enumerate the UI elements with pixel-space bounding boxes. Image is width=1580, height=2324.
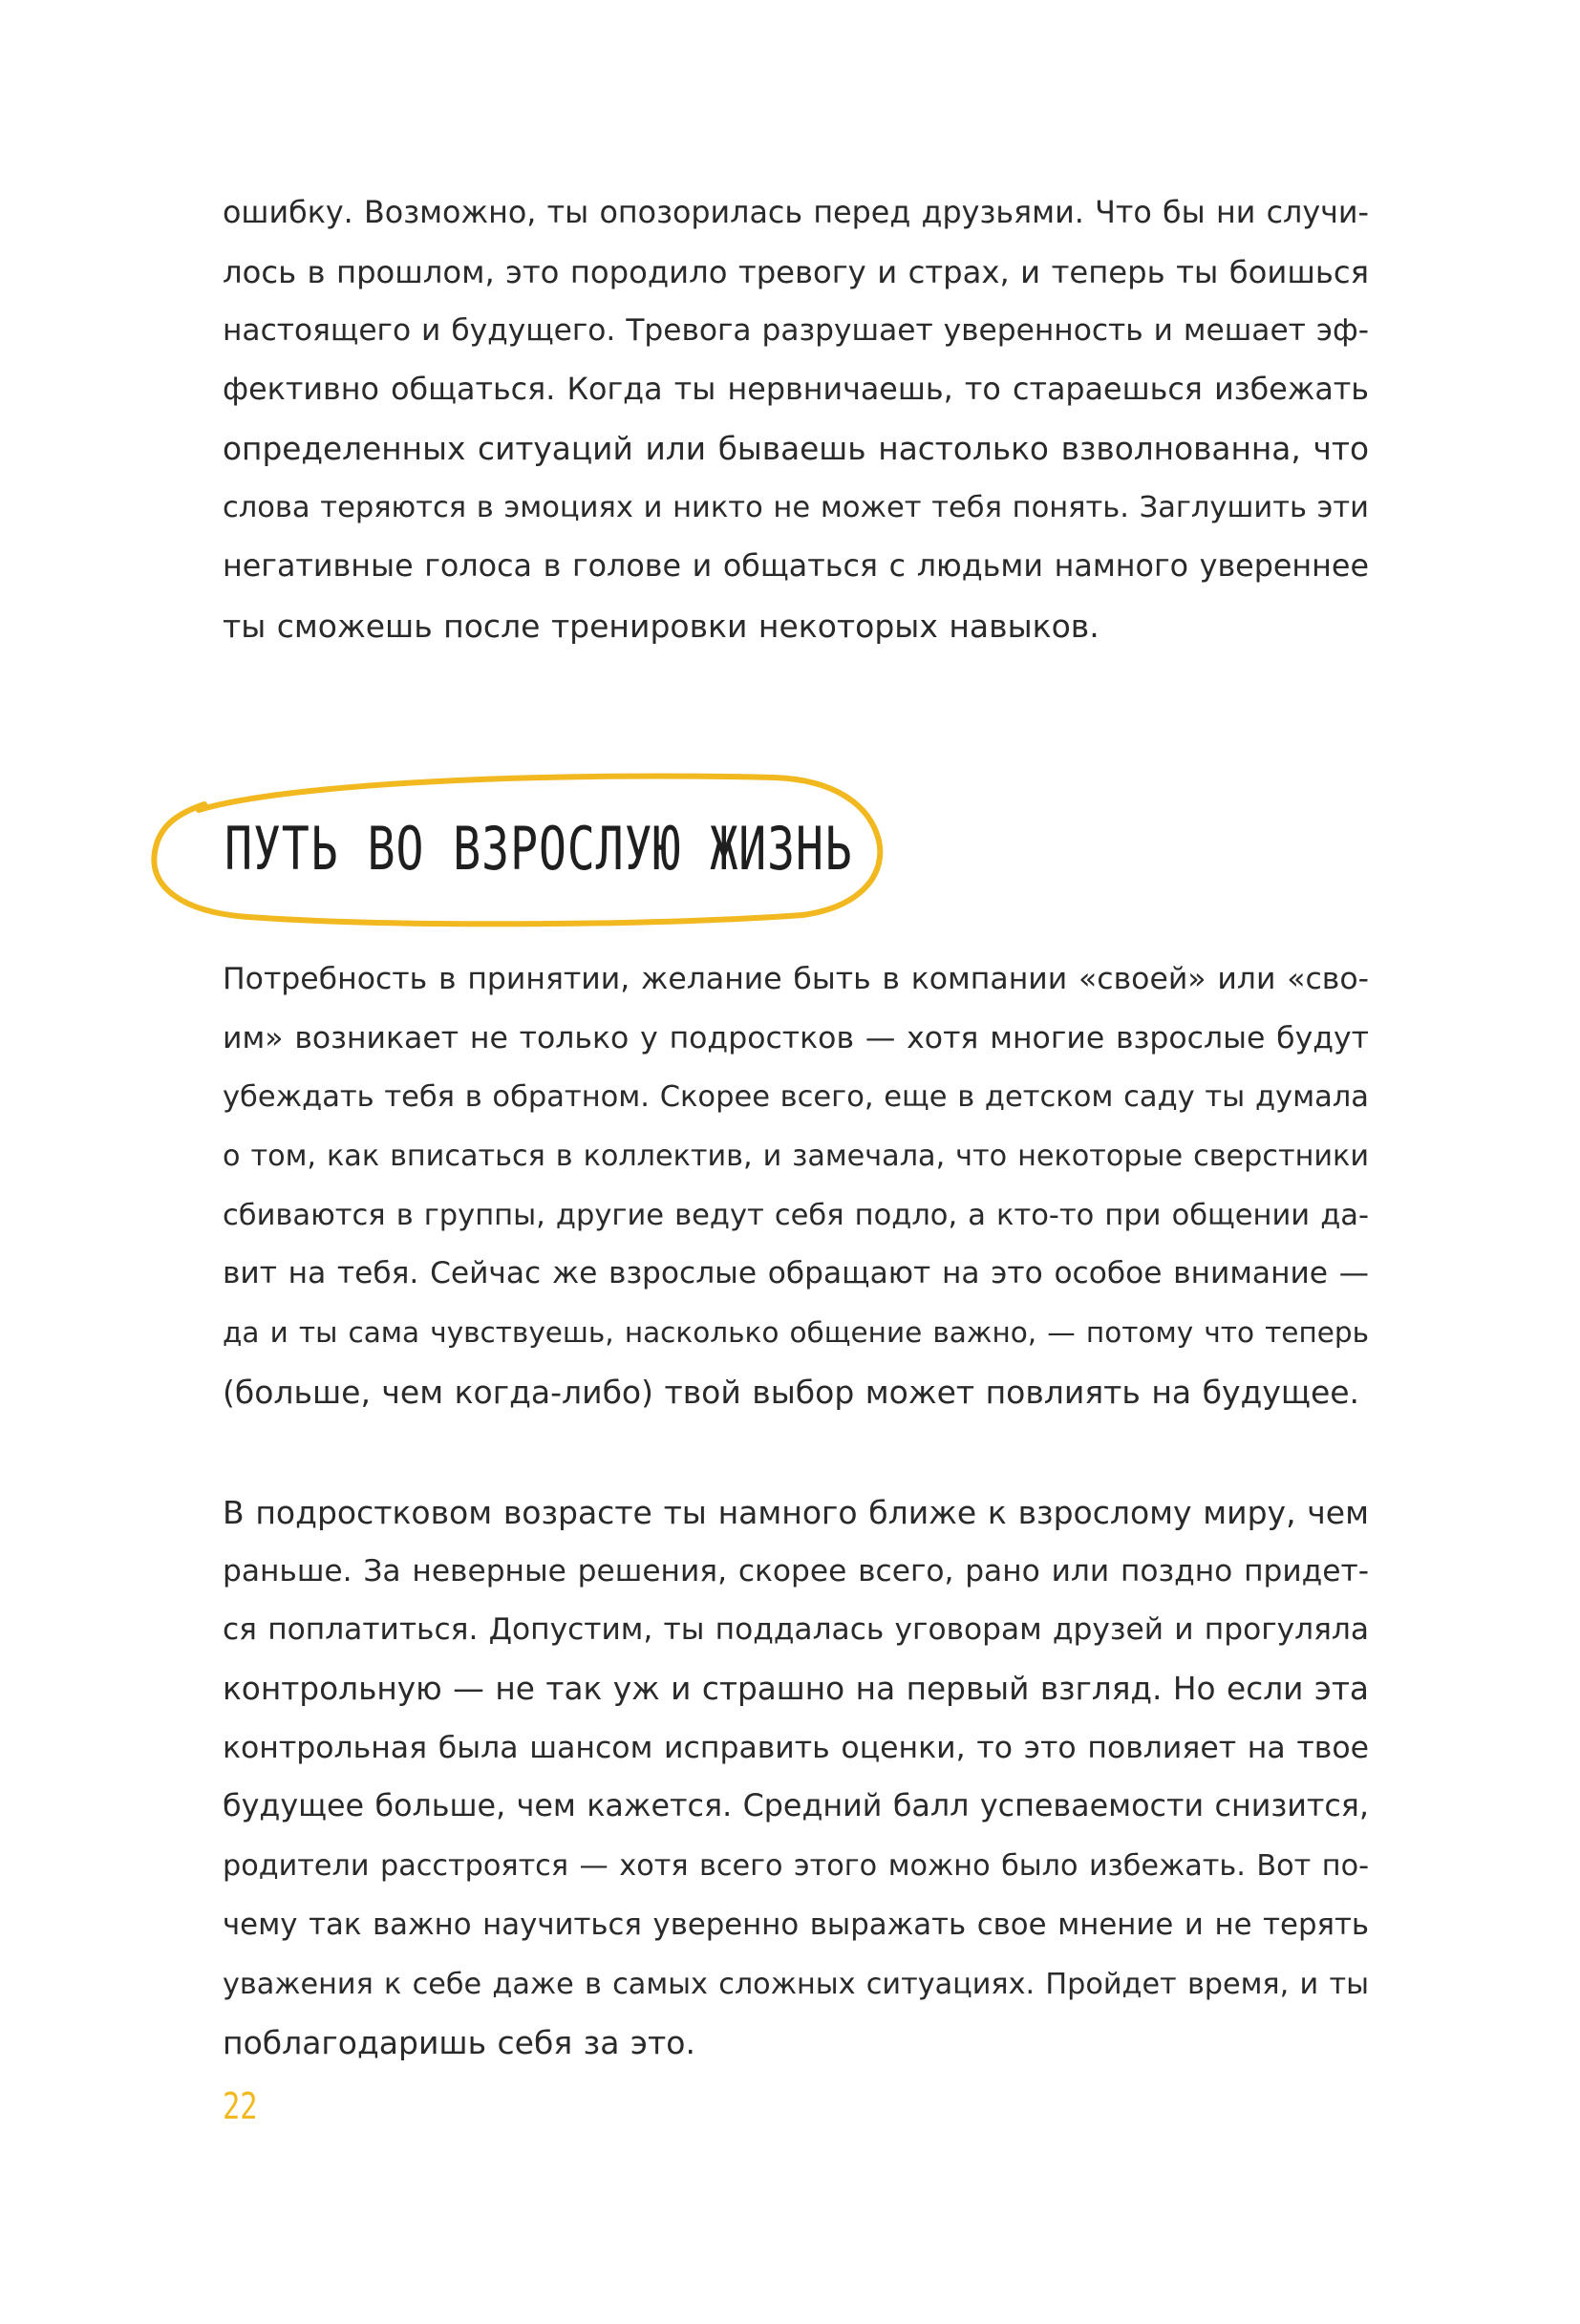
paragraph-line: фективно общаться. Когда ты нервничаешь, то стараешься избежать xyxy=(223,373,1369,408)
paragraph-line: будущее больше, чем кажется. Средний балл успеваемости снизится, xyxy=(223,1789,1369,1824)
paragraph-line: контрольную — не так уж и страшно на первый взгляд. Но если эта xyxy=(223,1671,1369,1708)
paragraph-line: уважения к себе даже в самых сложных ситуациях. Пройдет время, и ты xyxy=(223,1967,1369,2001)
paragraph-line: негативные голоса в голове и общаться с людьми намного увереннее xyxy=(223,549,1369,585)
paragraph-2 xyxy=(223,950,1369,1422)
paragraph-line: раньше. За неверные решения, скорее всего, рано или поздно придет- xyxy=(223,1553,1369,1588)
paragraph-line: контрольная была шансом исправить оценки, то это повлияет на твое xyxy=(223,1730,1369,1765)
paragraph-line: В подростковом возрасте ты намного ближе к взрослому миру, чем xyxy=(223,1494,1369,1531)
paragraph-line: сбиваются в группы, другие ведут себя подло, а кто-то при общении да- xyxy=(223,1198,1369,1232)
section-heading xyxy=(143,764,898,936)
paragraph-3 xyxy=(223,1483,1369,2073)
page-number: 22 xyxy=(223,2085,258,2127)
paragraph-line: ся поплатиться. Допустим, ты поддалась уговорам друзей и прогуляла xyxy=(223,1612,1369,1648)
paragraph-line: слова теряются в эмоциях и никто не может тебя понять. Заглушить эти xyxy=(223,491,1369,525)
paragraph-line: убеждать тебя в обратном. Скорее всего, еще в детском саду ты думала xyxy=(223,1080,1369,1115)
paragraph-line: ты сможешь после тренировки некоторых навыков. xyxy=(223,607,1100,645)
paragraph-line: Потребность в принятии, желание быть в компании «своей» или «сво- xyxy=(223,962,1369,996)
paragraph-line: ошибку. Возможно, ты опозорилась перед друзьями. Что бы ни случи- xyxy=(223,196,1369,230)
paragraph-line: да и ты сама чувствуешь, насколько общение важно, — потому что теперь xyxy=(223,1316,1369,1350)
paragraph-line: им» возникает не только у подростков — хотя многие взрослые будут xyxy=(223,1020,1369,1055)
paragraph-line: вит на тебя. Сейчас же взрослые обращают на это особое внимание — xyxy=(223,1256,1369,1291)
section-heading-text: ПУТЬ ВО ВЗРОСЛУЮ ЖИЗНЬ xyxy=(224,814,853,884)
paragraph-line: чему так важно научиться уверенно выражать свое мнение и не терять xyxy=(223,1907,1369,1942)
paragraph-line: о том, как вписаться в коллектив, и замечала, что некоторые сверстники xyxy=(223,1140,1369,1174)
paragraph-line: лось в прошлом, это породило тревогу и страх, и теперь ты боишься xyxy=(223,253,1369,290)
paragraph-line: (больше, чем когда-либо) твой выбор может повлиять на будущее. xyxy=(223,1373,1360,1411)
intro-paragraph xyxy=(223,184,1369,656)
paragraph-line: определенных ситуаций или бываешь настолько взволнованна, что xyxy=(223,430,1369,467)
paragraph-line: настоящего и будущего. Тревога разрушает уверенность и мешает эф- xyxy=(223,313,1369,349)
paragraph-line: родители расстроятся — хотя всего этого можно было избежать. Вот по- xyxy=(223,1849,1369,1884)
paragraph-line: поблагодаришь себя за это. xyxy=(223,2024,695,2062)
